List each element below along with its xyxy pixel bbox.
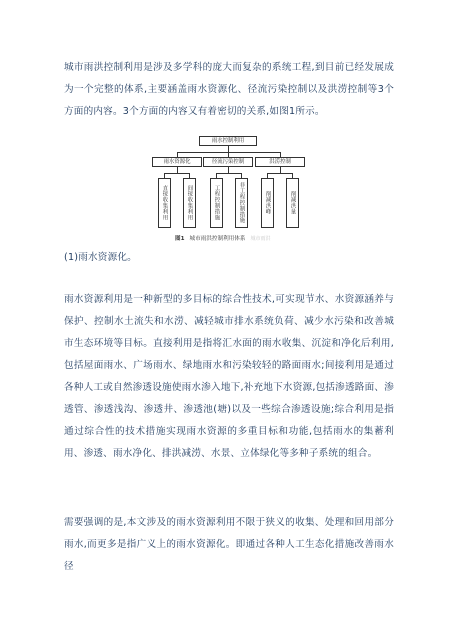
- diagram-leaf-box: 工程控制措施: [210, 178, 223, 228]
- figure-title: 城市雨洪控制利用体系: [189, 236, 246, 242]
- figure-caption: [175, 234, 270, 242]
- diagram-branch-box: 洪涝控制: [255, 157, 305, 167]
- connector: [164, 173, 190, 174]
- figure-number: 图1: [175, 236, 185, 242]
- watermark-text: 城市雨洪: [250, 235, 271, 242]
- diagram-branch-box: 径流污染控制: [203, 157, 253, 167]
- intro-paragraph: 城市雨洪控制利用是涉及多学科的庞大而复杂的系统工程,到目前已经发展成为一个完整的体系,主要涵盖雨水资源化、径流污染控制以及洪涝控制等3个方面的内容。3个方面的内容又有着密切的关系,如图1所示。: [64, 62, 394, 117]
- connector: [267, 173, 293, 174]
- diagram-branch-box: 雨水资源化: [152, 157, 202, 167]
- body-paragraph: 雨水资源利用是一种新型的多目标的综合性技术,可实现节水、水资源涵养与保护、控制水土流失和水涝、减轻城市排水系统负荷、减少水污染和改善城市生态环境等目标。直接利用是指将汇水面的雨水收集、沉淀和净化后利用,包括屋面雨水、广场雨水、绿地雨水和污染较轻的路面雨水;间接利用是通过各种人工或自然渗透设施使雨水渗入地下,补充地下水资源,包括渗透路面、渗透管、渗透浅沟、渗透井、渗透池(塘)以及一些综合渗透设施;综合利用是指通过综合性的技术措施实现雨水资源的多重目标和功能,包括雨水的集蓄利用、渗透、雨水净化、排洪减涝、水景、立体绿化等多种子系统的组合。: [64, 294, 394, 459]
- diagram-leaf-box: 削减洪量: [286, 178, 299, 228]
- diagram-leaf-box: 间接收集利用: [183, 178, 196, 228]
- diagram-leaf-box: 削减洪峰: [261, 178, 274, 228]
- diagram-leaf-box: 非工程控制措施: [235, 178, 248, 228]
- body-paragraph: 需要强调的是,本文涉及的雨水资源利用不限于狭义的收集、处理和回用部分雨水,而更多是指广义上的雨水资源化。即通过各种人工生态化措施改善雨水径: [64, 517, 394, 572]
- diagram-leaf-box: 直接收集利用: [158, 178, 171, 228]
- diagram-root-box: 雨水控制利用: [199, 136, 257, 146]
- connector: [216, 173, 242, 174]
- section-heading: (1)雨水资源化。: [64, 252, 137, 263]
- system-diagram: [0, 0, 450, 250]
